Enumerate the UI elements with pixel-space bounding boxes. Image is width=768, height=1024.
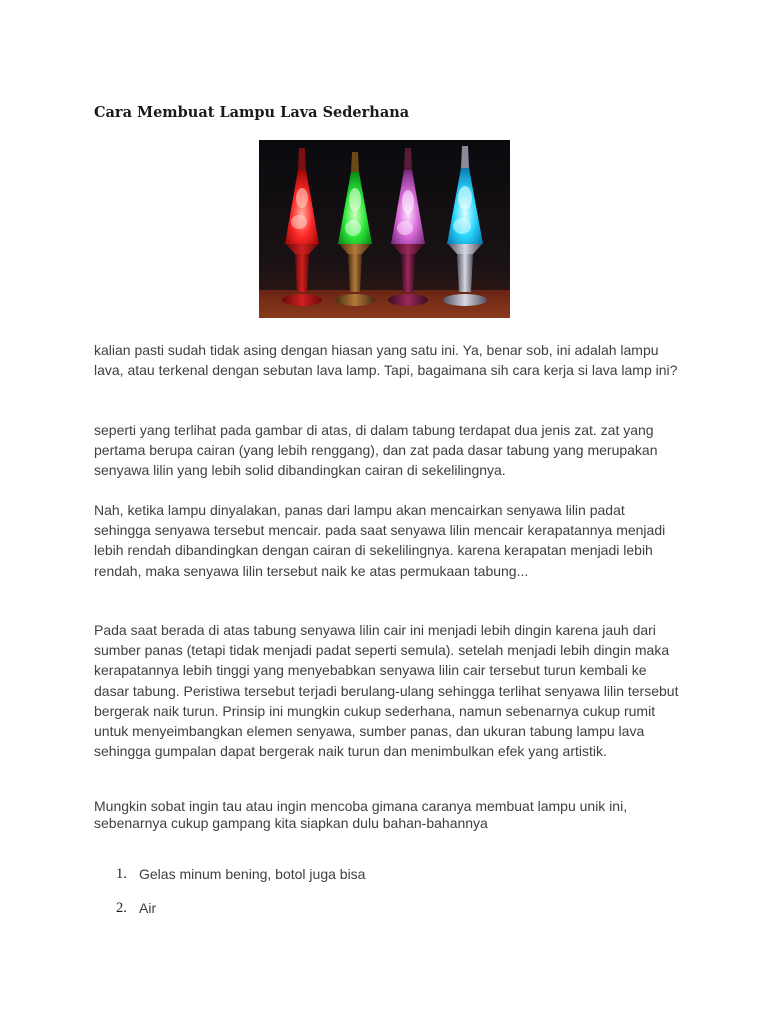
- list-item: [94, 864, 684, 884]
- paragraph-3: Nah, ketika lampu dinyalakan, panas dari lampu akan mencairkan senyawa lilin padat sehingga senyawa tersebut mencair. pada saat senyawa lilin mencair kerapatannya menjadi lebih rendah dibandingkan dengan cairan di sekelilingnya. karena kerapatan menjadi lebih rendah, maka senyawa lilin tersebut naik ke atas permukaan tabung...: [94, 502, 666, 579]
- paragraph-1: kalian pasti sudah tidak asing dengan hiasan yang satu ini. Ya, benar sob, ini adalah lampu lava, atau terkenal dengan sebutan lava lamp. Tapi, bagaimana sih cara kerja si lava lamp ini?: [94, 342, 678, 379]
- list-text: Gelas minum bening, botol juga bisa: [139, 866, 366, 882]
- paragraph-5: Mungkin sobat ingin tau atau ingin mencoba gimana caranya membuat lampu unik ini, sebenarnya cukup gampang kita siapkan dulu bahan-bahannya: [94, 798, 628, 831]
- list-number: 1.: [116, 866, 127, 882]
- paragraph-4: Pada saat berada di atas tabung senyawa lilin cair ini menjadi lebih dingin karena jauh dari sumber panas (tetapi tidak menjadi padat seperti semula). setelah menjadi lebih dingin maka kerapatannya lebih tinggi yang menyebabkan senyawa lilin cair tersebut turun kembali ke dasar tabung. Peristiwa tersebut terjadi berulang-ulang sehingga terlihat senyawa lilin tersebut bergerak naik turun. Prinsip ini mungkin cukup sederhana, namun sebenarnya cukup rumit untuk menyeimbangkan elemen senyawa, sumber panas, dan ukuran tabung lampu lava sehingga gumpalan dapat bergerak naik turun dan menimbulkan efek yang artistik.: [94, 622, 679, 760]
- paragraph-2: seperti yang terlihat pada gambar di atas, di dalam tabung terdapat dua jenis zat. zat yang pertama berupa cairan (yang lebih renggang), dan zat pada dasar tabung yang merupakan senyawa lilin yang lebih solid dibandingkan cairan di sekelilingnya.: [94, 422, 658, 479]
- list-number: 2.: [116, 900, 127, 916]
- list-item: [94, 898, 684, 918]
- materials-list: [94, 864, 684, 932]
- document-title: Cara Membuat Lampu Lava Sederhana: [94, 104, 410, 121]
- lava-lamps-photo: [259, 140, 510, 318]
- list-text: Air: [139, 900, 157, 916]
